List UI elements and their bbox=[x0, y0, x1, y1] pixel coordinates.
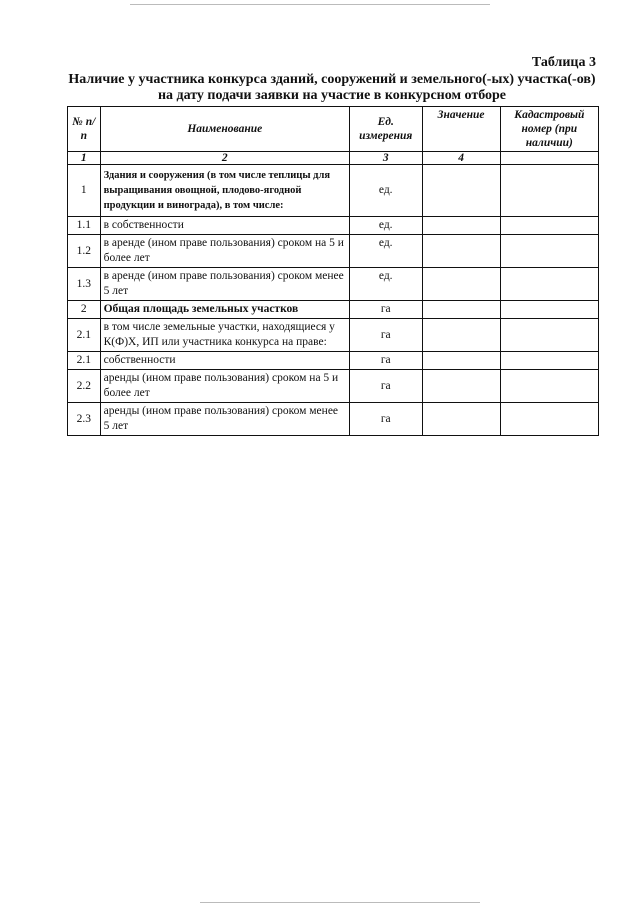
row-cadastral[interactable] bbox=[500, 319, 598, 352]
index-cell: 4 bbox=[422, 152, 500, 165]
row-cadastral[interactable] bbox=[500, 403, 598, 436]
row-cadastral[interactable] bbox=[500, 370, 598, 403]
table-number: Таблица 3 bbox=[531, 55, 596, 70]
index-cell bbox=[500, 152, 598, 165]
row-cadastral[interactable] bbox=[500, 268, 598, 301]
row-unit: га bbox=[349, 370, 422, 403]
table-row bbox=[68, 352, 599, 370]
row-unit: га bbox=[349, 403, 422, 436]
table-row bbox=[68, 268, 599, 301]
row-cadastral[interactable] bbox=[500, 217, 598, 235]
header-value: Значение bbox=[422, 107, 500, 152]
row-value[interactable] bbox=[422, 268, 500, 301]
scan-artifact-top bbox=[130, 4, 490, 5]
row-value[interactable] bbox=[422, 352, 500, 370]
index-cell: 2 bbox=[100, 152, 349, 165]
row-num: 2.2 bbox=[68, 370, 101, 403]
row-cadastral[interactable] bbox=[500, 235, 598, 268]
header-name: Наименование bbox=[100, 107, 349, 152]
table-row bbox=[68, 217, 599, 235]
row-value[interactable] bbox=[422, 217, 500, 235]
table-row bbox=[68, 403, 599, 436]
row-name: аренды (ином праве пользования) сроком на 5 и более лет bbox=[100, 370, 349, 403]
row-unit: га bbox=[349, 319, 422, 352]
document-title: Наличие у участника конкурса зданий, сооружений и земельного(-ых) участка(-ов) на дату подачи заявки на участие в конкурсном отборе bbox=[68, 72, 596, 103]
row-unit: ед. bbox=[349, 235, 422, 268]
row-num: 2.3 bbox=[68, 403, 101, 436]
row-num: 1.3 bbox=[68, 268, 101, 301]
premises-table bbox=[67, 106, 599, 436]
row-name: в аренде (ином праве пользования) сроком менее 5 лет bbox=[100, 268, 349, 301]
row-cadastral[interactable] bbox=[500, 165, 598, 217]
table-row bbox=[68, 235, 599, 268]
table-row bbox=[68, 301, 599, 319]
row-num: 2 bbox=[68, 301, 101, 319]
row-name: в собственности bbox=[100, 217, 349, 235]
row-num: 1.2 bbox=[68, 235, 101, 268]
table-header-row bbox=[68, 107, 599, 152]
row-name: собственности bbox=[100, 352, 349, 370]
table-row bbox=[68, 370, 599, 403]
row-value[interactable] bbox=[422, 301, 500, 319]
row-num: 1 bbox=[68, 165, 101, 217]
row-unit: га bbox=[349, 352, 422, 370]
row-cadastral[interactable] bbox=[500, 301, 598, 319]
row-value[interactable] bbox=[422, 319, 500, 352]
row-unit: га bbox=[349, 301, 422, 319]
row-num: 2.1 bbox=[68, 319, 101, 352]
header-num: № п/п bbox=[68, 107, 101, 152]
row-value[interactable] bbox=[422, 403, 500, 436]
table-row bbox=[68, 319, 599, 352]
index-cell: 1 bbox=[68, 152, 101, 165]
row-name: Общая площадь земельных участков bbox=[100, 301, 349, 319]
row-unit: ед. bbox=[349, 165, 422, 217]
row-num: 2.1 bbox=[68, 352, 101, 370]
scan-artifact-bottom bbox=[200, 902, 480, 903]
row-name: аренды (ином праве пользования) сроком менее 5 лет bbox=[100, 403, 349, 436]
column-index-row bbox=[68, 152, 599, 165]
row-name: в том числе земельные участки, находящиеся у К(Ф)Х, ИП или участника конкурса на праве: bbox=[100, 319, 349, 352]
row-name: в аренде (ином праве пользования) сроком на 5 и более лет bbox=[100, 235, 349, 268]
header-cadastral: Кадастровый номер (при наличии) bbox=[500, 107, 598, 152]
row-num: 1.1 bbox=[68, 217, 101, 235]
row-unit: ед. bbox=[349, 217, 422, 235]
row-value[interactable] bbox=[422, 165, 500, 217]
row-value[interactable] bbox=[422, 235, 500, 268]
index-cell: 3 bbox=[349, 152, 422, 165]
row-unit: ед. bbox=[349, 268, 422, 301]
row-name: Здания и сооружения (в том числе теплицы для выращивания овощной, плодово-ягодной продукции и винограда), в том числе: bbox=[100, 165, 349, 217]
table-row bbox=[68, 165, 599, 217]
row-value[interactable] bbox=[422, 370, 500, 403]
row-cadastral[interactable] bbox=[500, 352, 598, 370]
header-unit: Ед. измерения bbox=[349, 107, 422, 152]
